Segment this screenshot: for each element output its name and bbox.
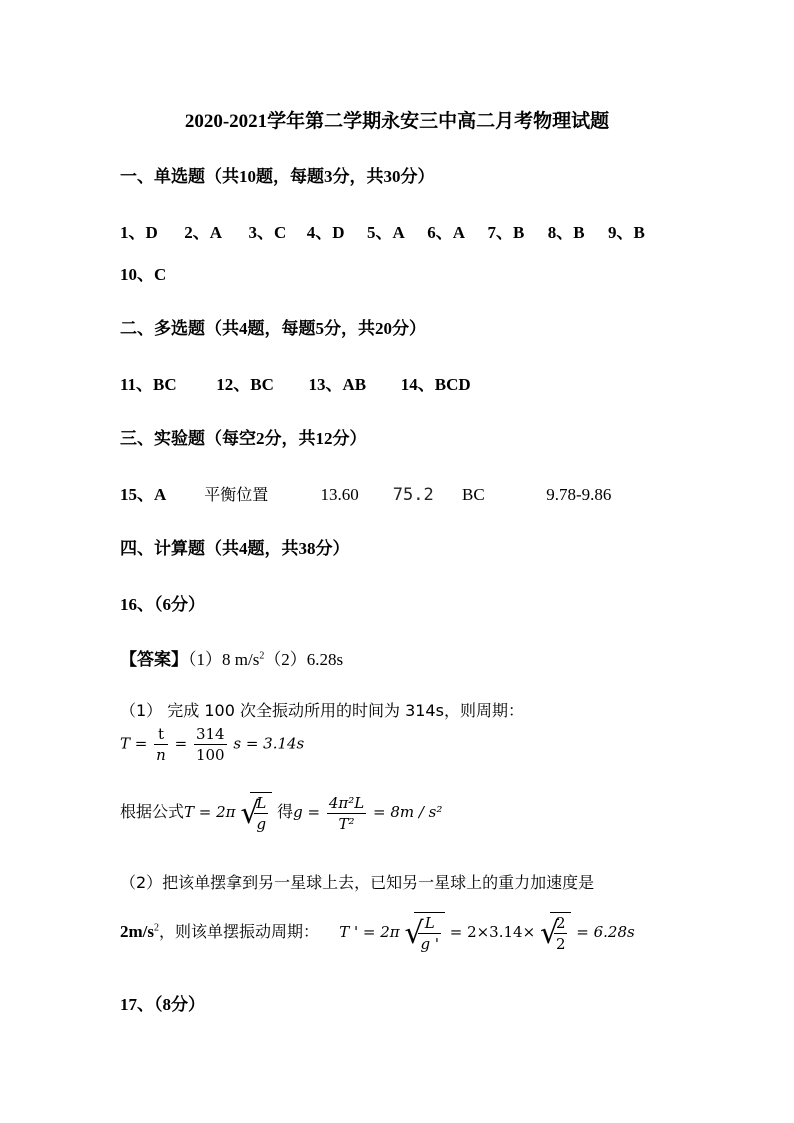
q15-answers [120, 480, 611, 505]
section-2-answers [120, 370, 471, 395]
frac2-numerator: 314 [195, 725, 225, 743]
formula-gravity-prefix: 根据公式 [120, 802, 185, 821]
formula-period-frac1 [154, 724, 168, 765]
sqrt-two-over-two: √ $\frac{2}{2}$ [540, 912, 572, 954]
answer-2: 2、A [184, 223, 223, 242]
part2-gravity-exponent: 2 [154, 922, 159, 934]
frac2-denominator: 100 [195, 746, 225, 764]
answer-13: 13、AB [308, 375, 367, 394]
formula-new-period [339, 914, 635, 953]
formula-period-eq: = [174, 734, 188, 753]
section-2-heading: 二、多选题（共4题，每题5分，共20分） [120, 319, 426, 338]
formula-new-period-mid: = 2×3.14× [449, 923, 536, 941]
answer-9: 9、B [608, 223, 645, 242]
q16-part2-line2 [120, 912, 635, 954]
answer-3: 3、C [248, 223, 287, 242]
answer-part1: （1）8 m/s [188, 650, 260, 669]
frac1-denominator: n [156, 746, 166, 764]
answer-7: 7、B [487, 223, 525, 242]
answer-part1-exponent: 2 [259, 650, 265, 662]
sqrt-denominator: g [256, 815, 267, 833]
sqrt4-denominator: 2 [555, 935, 566, 953]
sqrt4-numerator: 2 [555, 914, 566, 932]
q15-answer-position: 平衡位置 [204, 485, 269, 504]
q17-label: 17、（8分） [120, 995, 205, 1014]
formula-new-period-result: = 6.28s [576, 923, 635, 941]
answer-6: 6、A [427, 223, 466, 242]
answer-4: 4、D [306, 223, 345, 242]
answer-5: 5、A [367, 223, 405, 242]
formula-period-result: s = 3.14s [233, 734, 305, 753]
q16-part2-text: （2）把该单摆拿到另一星球上去，已知另一星球上的重力加速度是 [120, 873, 595, 892]
part2-gravity-value: 2m/s [120, 922, 154, 941]
sqrt3-denominator: g ' [420, 935, 439, 953]
formula-gravity-lhs: T = 2π [184, 803, 236, 821]
formula-gravity [120, 792, 442, 834]
q16-part1-text: （1） 完成 100 次全振动所用的时间为 314s，则周期： [120, 701, 524, 720]
frac1-numerator: t [154, 724, 168, 745]
formula-gravity-g: g = [293, 803, 321, 821]
answer-14: 14、BCD [400, 375, 471, 394]
gravity-numerator: 4π²L [328, 793, 365, 812]
q16-answer-line [120, 645, 343, 670]
section-1-answers [120, 218, 645, 243]
gravity-denominator: T² [338, 814, 355, 833]
q15-answer-reading: 75.2 [392, 485, 434, 505]
q16-label: 16、（6分） [120, 595, 205, 614]
formula-period-lhs: T = [120, 734, 148, 753]
page-title: 2020-2021学年第二学期永安三中高二月考物理试题 [184, 111, 610, 132]
answer-11: 11、BC [120, 375, 177, 394]
formula-new-period-lhs: T ' = 2π [339, 923, 400, 941]
formula-period [120, 724, 304, 765]
answer-1: 1、D [120, 223, 158, 242]
answer-12: 12、BC [216, 375, 274, 394]
q15-answer-length: 13.60 [320, 485, 359, 504]
section-1-heading: 一、单选题（共10题，每题3分，共30分） [120, 167, 435, 186]
section-4-heading: 四、计算题（共4题，共38分） [120, 539, 350, 558]
answer-part2: （2）6.28s [264, 650, 344, 669]
answer-10: 10、C [120, 265, 167, 284]
formula-gravity-frac [327, 793, 366, 834]
q15-label: 15、A [120, 485, 167, 504]
q15-answer-options: BC [462, 485, 485, 504]
section-3-heading: 三、实验题（每空2分，共12分） [120, 429, 367, 448]
formula-gravity-mid: 得 [277, 802, 294, 821]
formula-period-frac2 [194, 724, 227, 765]
sqrt-l-over-g: √ $\frac{L}{g}$ [240, 792, 272, 834]
sqrt-l-over-g-prime: √ $\frac{L}{g '}$ [404, 912, 445, 954]
sqrt3-numerator: L [418, 913, 441, 934]
sqrt-numerator: L [256, 794, 267, 812]
answer-8: 8、B [547, 223, 585, 242]
q15-answer-g-range: 9.78-9.86 [546, 485, 612, 504]
formula-gravity-result: = 8m / s² [372, 803, 443, 821]
part2-tail-text: ，则该单摆振动周期： [159, 922, 320, 941]
answer-tag: 【答案】 [120, 650, 188, 669]
